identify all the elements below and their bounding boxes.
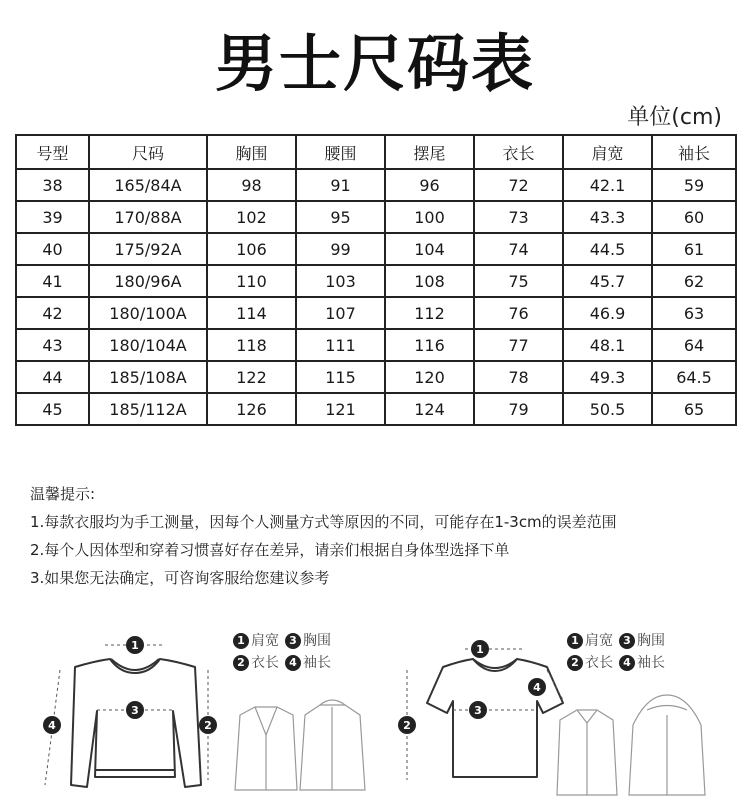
table-cell: 50.5 bbox=[563, 393, 652, 425]
table-cell: 45.7 bbox=[563, 265, 652, 297]
table-body bbox=[16, 169, 736, 425]
measure-markers bbox=[398, 640, 546, 734]
table-cell: 43.3 bbox=[563, 201, 652, 233]
header-cell: 腰围 bbox=[296, 135, 385, 169]
table-row bbox=[16, 265, 736, 297]
jacket-sketches bbox=[235, 700, 365, 790]
legend-label: 衣长 bbox=[251, 655, 279, 671]
legend-num: 4 bbox=[619, 655, 635, 671]
marker-sleeve: 4 bbox=[533, 681, 541, 694]
marker-shoulder: 1 bbox=[476, 643, 484, 656]
table-cell: 44 bbox=[16, 361, 89, 393]
table-cell: 121 bbox=[296, 393, 385, 425]
table-cell: 115 bbox=[296, 361, 385, 393]
table-cell: 111 bbox=[296, 329, 385, 361]
header-cell: 衣长 bbox=[474, 135, 563, 169]
legend-label: 肩宽 bbox=[585, 633, 613, 649]
table-cell: 102 bbox=[207, 201, 296, 233]
header-cell: 袖长 bbox=[652, 135, 736, 169]
table-cell: 41 bbox=[16, 265, 89, 297]
table-cell: 48.1 bbox=[563, 329, 652, 361]
table-cell: 180/104A bbox=[89, 329, 207, 361]
unit-label: 单位(cm) bbox=[627, 105, 722, 130]
legend-right bbox=[567, 630, 665, 674]
table-cell: 74 bbox=[474, 233, 563, 265]
header-cell: 肩宽 bbox=[563, 135, 652, 169]
table-cell: 72 bbox=[474, 169, 563, 201]
legend-label: 肩宽 bbox=[251, 633, 279, 649]
tips-heading: 温馨提示: bbox=[30, 485, 96, 503]
table-cell: 61 bbox=[652, 233, 736, 265]
legend-num: 4 bbox=[285, 655, 301, 671]
marker-sleeve: 4 bbox=[48, 719, 56, 732]
legend-label: 衣长 bbox=[585, 655, 613, 671]
legend-num: 2 bbox=[233, 655, 249, 671]
table-cell: 98 bbox=[207, 169, 296, 201]
measure-markers bbox=[43, 636, 217, 734]
legend-label: 袖长 bbox=[303, 655, 331, 671]
table-cell: 104 bbox=[385, 233, 474, 265]
table-row bbox=[16, 201, 736, 233]
table-cell: 63 bbox=[652, 297, 736, 329]
table-cell: 180/100A bbox=[89, 297, 207, 329]
table-cell: 124 bbox=[385, 393, 474, 425]
tip-line: 3.如果您无法确定，可咨询客服给您建议参考 bbox=[30, 569, 330, 587]
table-row bbox=[16, 169, 736, 201]
table-cell: 96 bbox=[385, 169, 474, 201]
legend-num: 3 bbox=[619, 633, 635, 649]
legend-num: 2 bbox=[567, 655, 583, 671]
header-cell: 胸围 bbox=[207, 135, 296, 169]
table-cell: 170/88A bbox=[89, 201, 207, 233]
table-cell: 73 bbox=[474, 201, 563, 233]
table-cell: 45 bbox=[16, 393, 89, 425]
table-cell: 126 bbox=[207, 393, 296, 425]
measure-lines bbox=[45, 645, 208, 785]
table-cell: 185/112A bbox=[89, 393, 207, 425]
shirt-sketches bbox=[557, 695, 705, 795]
legend-label: 袖长 bbox=[637, 655, 665, 671]
table-row bbox=[16, 393, 736, 425]
table-cell: 78 bbox=[474, 361, 563, 393]
table-cell: 120 bbox=[385, 361, 474, 393]
table-cell: 76 bbox=[474, 297, 563, 329]
legend-label: 胸围 bbox=[637, 633, 665, 649]
header-cell: 尺码 bbox=[89, 135, 207, 169]
table-cell: 175/92A bbox=[89, 233, 207, 265]
table-cell: 40 bbox=[16, 233, 89, 265]
table-cell: 43 bbox=[16, 329, 89, 361]
table-cell: 112 bbox=[385, 297, 474, 329]
sweater-outline bbox=[71, 659, 201, 787]
table-cell: 91 bbox=[296, 169, 385, 201]
table-row bbox=[16, 233, 736, 265]
table-cell: 75 bbox=[474, 265, 563, 297]
tshirt-outline bbox=[427, 659, 563, 777]
table-header-row bbox=[16, 135, 736, 169]
marker-shoulder: 1 bbox=[131, 639, 139, 652]
table-row bbox=[16, 329, 736, 361]
marker-length: 2 bbox=[204, 719, 212, 732]
table-cell: 64 bbox=[652, 329, 736, 361]
table-cell: 60 bbox=[652, 201, 736, 233]
header-cell: 号型 bbox=[16, 135, 89, 169]
table-cell: 42 bbox=[16, 297, 89, 329]
table-row bbox=[16, 297, 736, 329]
tips-section bbox=[30, 480, 617, 592]
table-cell: 110 bbox=[207, 265, 296, 297]
table-cell: 100 bbox=[385, 201, 474, 233]
page-title: 男士尺码表 bbox=[214, 27, 535, 100]
table-cell: 180/96A bbox=[89, 265, 207, 297]
tip-line: 1.每款衣服均为手工测量，因每个人测量方式等原因的不同，可能存在1-3cm的误差范围 bbox=[30, 513, 617, 531]
table-cell: 99 bbox=[296, 233, 385, 265]
table-cell: 165/84A bbox=[89, 169, 207, 201]
marker-chest: 3 bbox=[131, 704, 139, 717]
table-cell: 64.5 bbox=[652, 361, 736, 393]
size-table bbox=[15, 134, 737, 426]
table-cell: 38 bbox=[16, 169, 89, 201]
tshirt-measure-diagram bbox=[385, 615, 740, 805]
table-cell: 103 bbox=[296, 265, 385, 297]
table-cell: 114 bbox=[207, 297, 296, 329]
table-cell: 185/108A bbox=[89, 361, 207, 393]
table-cell: 122 bbox=[207, 361, 296, 393]
legend-num: 1 bbox=[233, 633, 249, 649]
table-cell: 77 bbox=[474, 329, 563, 361]
legend-left bbox=[233, 630, 331, 674]
table-cell: 65 bbox=[652, 393, 736, 425]
header-cell: 摆尾 bbox=[385, 135, 474, 169]
table-cell: 49.3 bbox=[563, 361, 652, 393]
legend-label: 胸围 bbox=[303, 633, 331, 649]
table-cell: 108 bbox=[385, 265, 474, 297]
marker-length: 2 bbox=[403, 719, 411, 732]
table-cell: 106 bbox=[207, 233, 296, 265]
tip-line: 2.每个人因体型和穿着习惯喜好存在差异，请亲们根据自身体型选择下单 bbox=[30, 541, 510, 559]
table-cell: 95 bbox=[296, 201, 385, 233]
legend-num: 1 bbox=[567, 633, 583, 649]
table-cell: 46.9 bbox=[563, 297, 652, 329]
table-cell: 62 bbox=[652, 265, 736, 297]
table-row bbox=[16, 361, 736, 393]
table-cell: 39 bbox=[16, 201, 89, 233]
legend-num: 3 bbox=[285, 633, 301, 649]
table-cell: 79 bbox=[474, 393, 563, 425]
table-cell: 107 bbox=[296, 297, 385, 329]
marker-chest: 3 bbox=[474, 704, 482, 717]
table-cell: 116 bbox=[385, 329, 474, 361]
table-cell: 44.5 bbox=[563, 233, 652, 265]
table-cell: 42.1 bbox=[563, 169, 652, 201]
table-cell: 59 bbox=[652, 169, 736, 201]
table-cell: 118 bbox=[207, 329, 296, 361]
